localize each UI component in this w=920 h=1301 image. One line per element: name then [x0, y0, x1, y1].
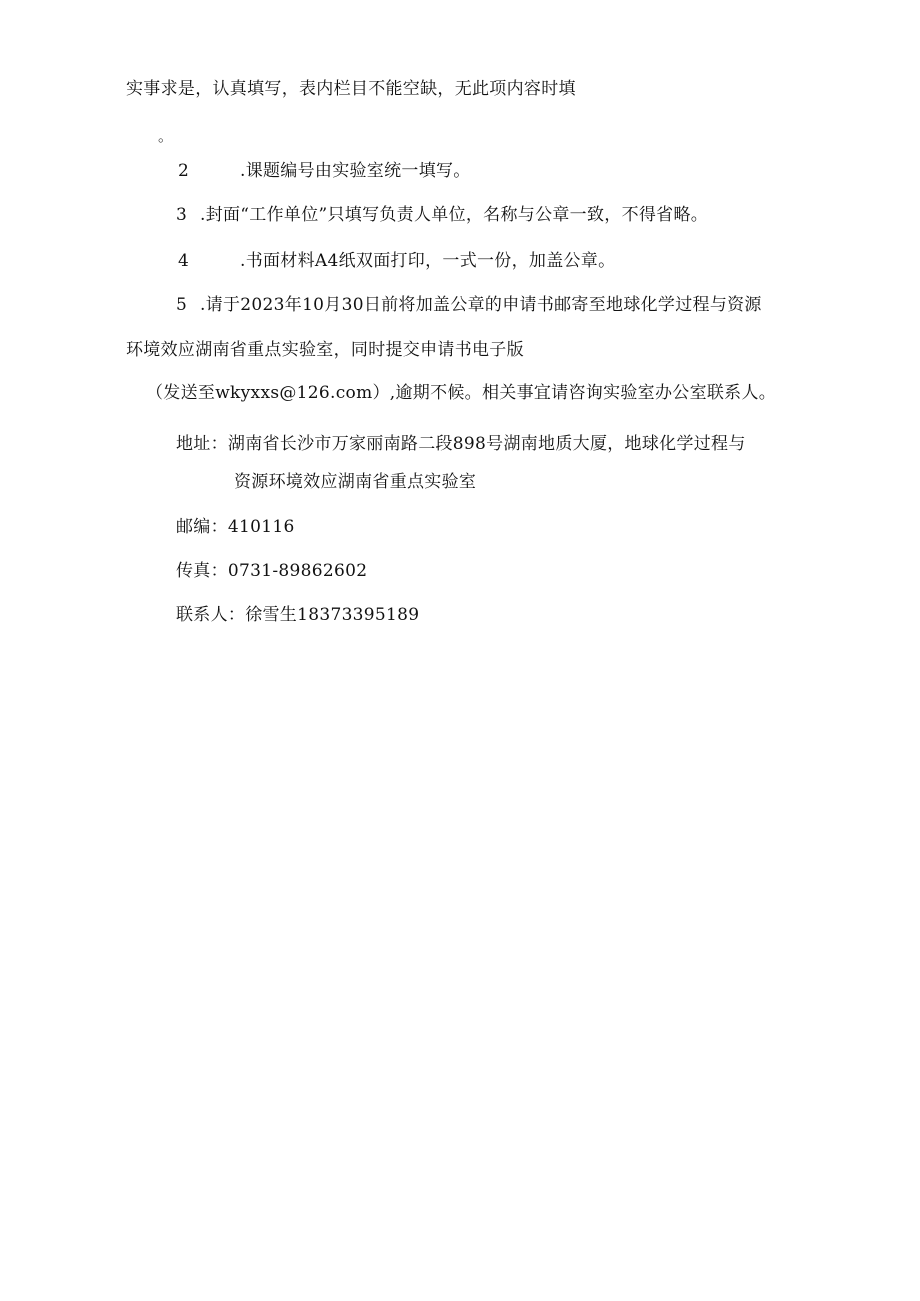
list-item — [178, 249, 615, 273]
paragraph-line: 实事求是，认真填写，表内栏目不能空缺，无此项内容时填 — [126, 79, 576, 99]
paragraph-line: 环境效应湖南省重点实验室，同时提交申请书电子版 — [126, 340, 524, 360]
contact-person: 联系人：徐雪生18373395189 — [176, 605, 420, 625]
contact-postcode: 邮编：410116 — [176, 517, 295, 537]
contact-fax: 传真：0731-89862602 — [176, 561, 368, 581]
list-item-number: 4 — [178, 251, 190, 271]
list-item-number: 2 — [178, 161, 190, 181]
list-item — [178, 159, 471, 183]
list-item-text: .书面材料A4纸双面打印，一式一份，加盖公章。 — [240, 251, 616, 271]
paragraph-line: 。 — [158, 127, 174, 145]
contact-address: 地址：湖南省长沙市万家丽南路二段898号湖南地质大厦，地球化学过程与 — [176, 434, 746, 454]
list-item-text: .封面“工作单位”只填写负责人单位，名称与公章一致，不得省略。 — [200, 205, 709, 225]
list-item — [176, 203, 708, 227]
list-item-text: .请于2023年10月30日前将加盖公章的申请书邮寄至地球化学过程与资源 — [200, 295, 762, 315]
list-item — [176, 293, 762, 317]
paragraph-line: （发送至wkyxxs@126.com）,逾期不候。相关事宜请咨询实验室办公室联系人。 — [146, 383, 777, 403]
list-item-number: 5 — [176, 295, 188, 315]
list-item-text: .课题编号由实验室统一填写。 — [240, 161, 471, 181]
list-item-number: 3 — [176, 205, 188, 225]
contact-address-continued: 资源环境效应湖南省重点实验室 — [234, 472, 477, 492]
